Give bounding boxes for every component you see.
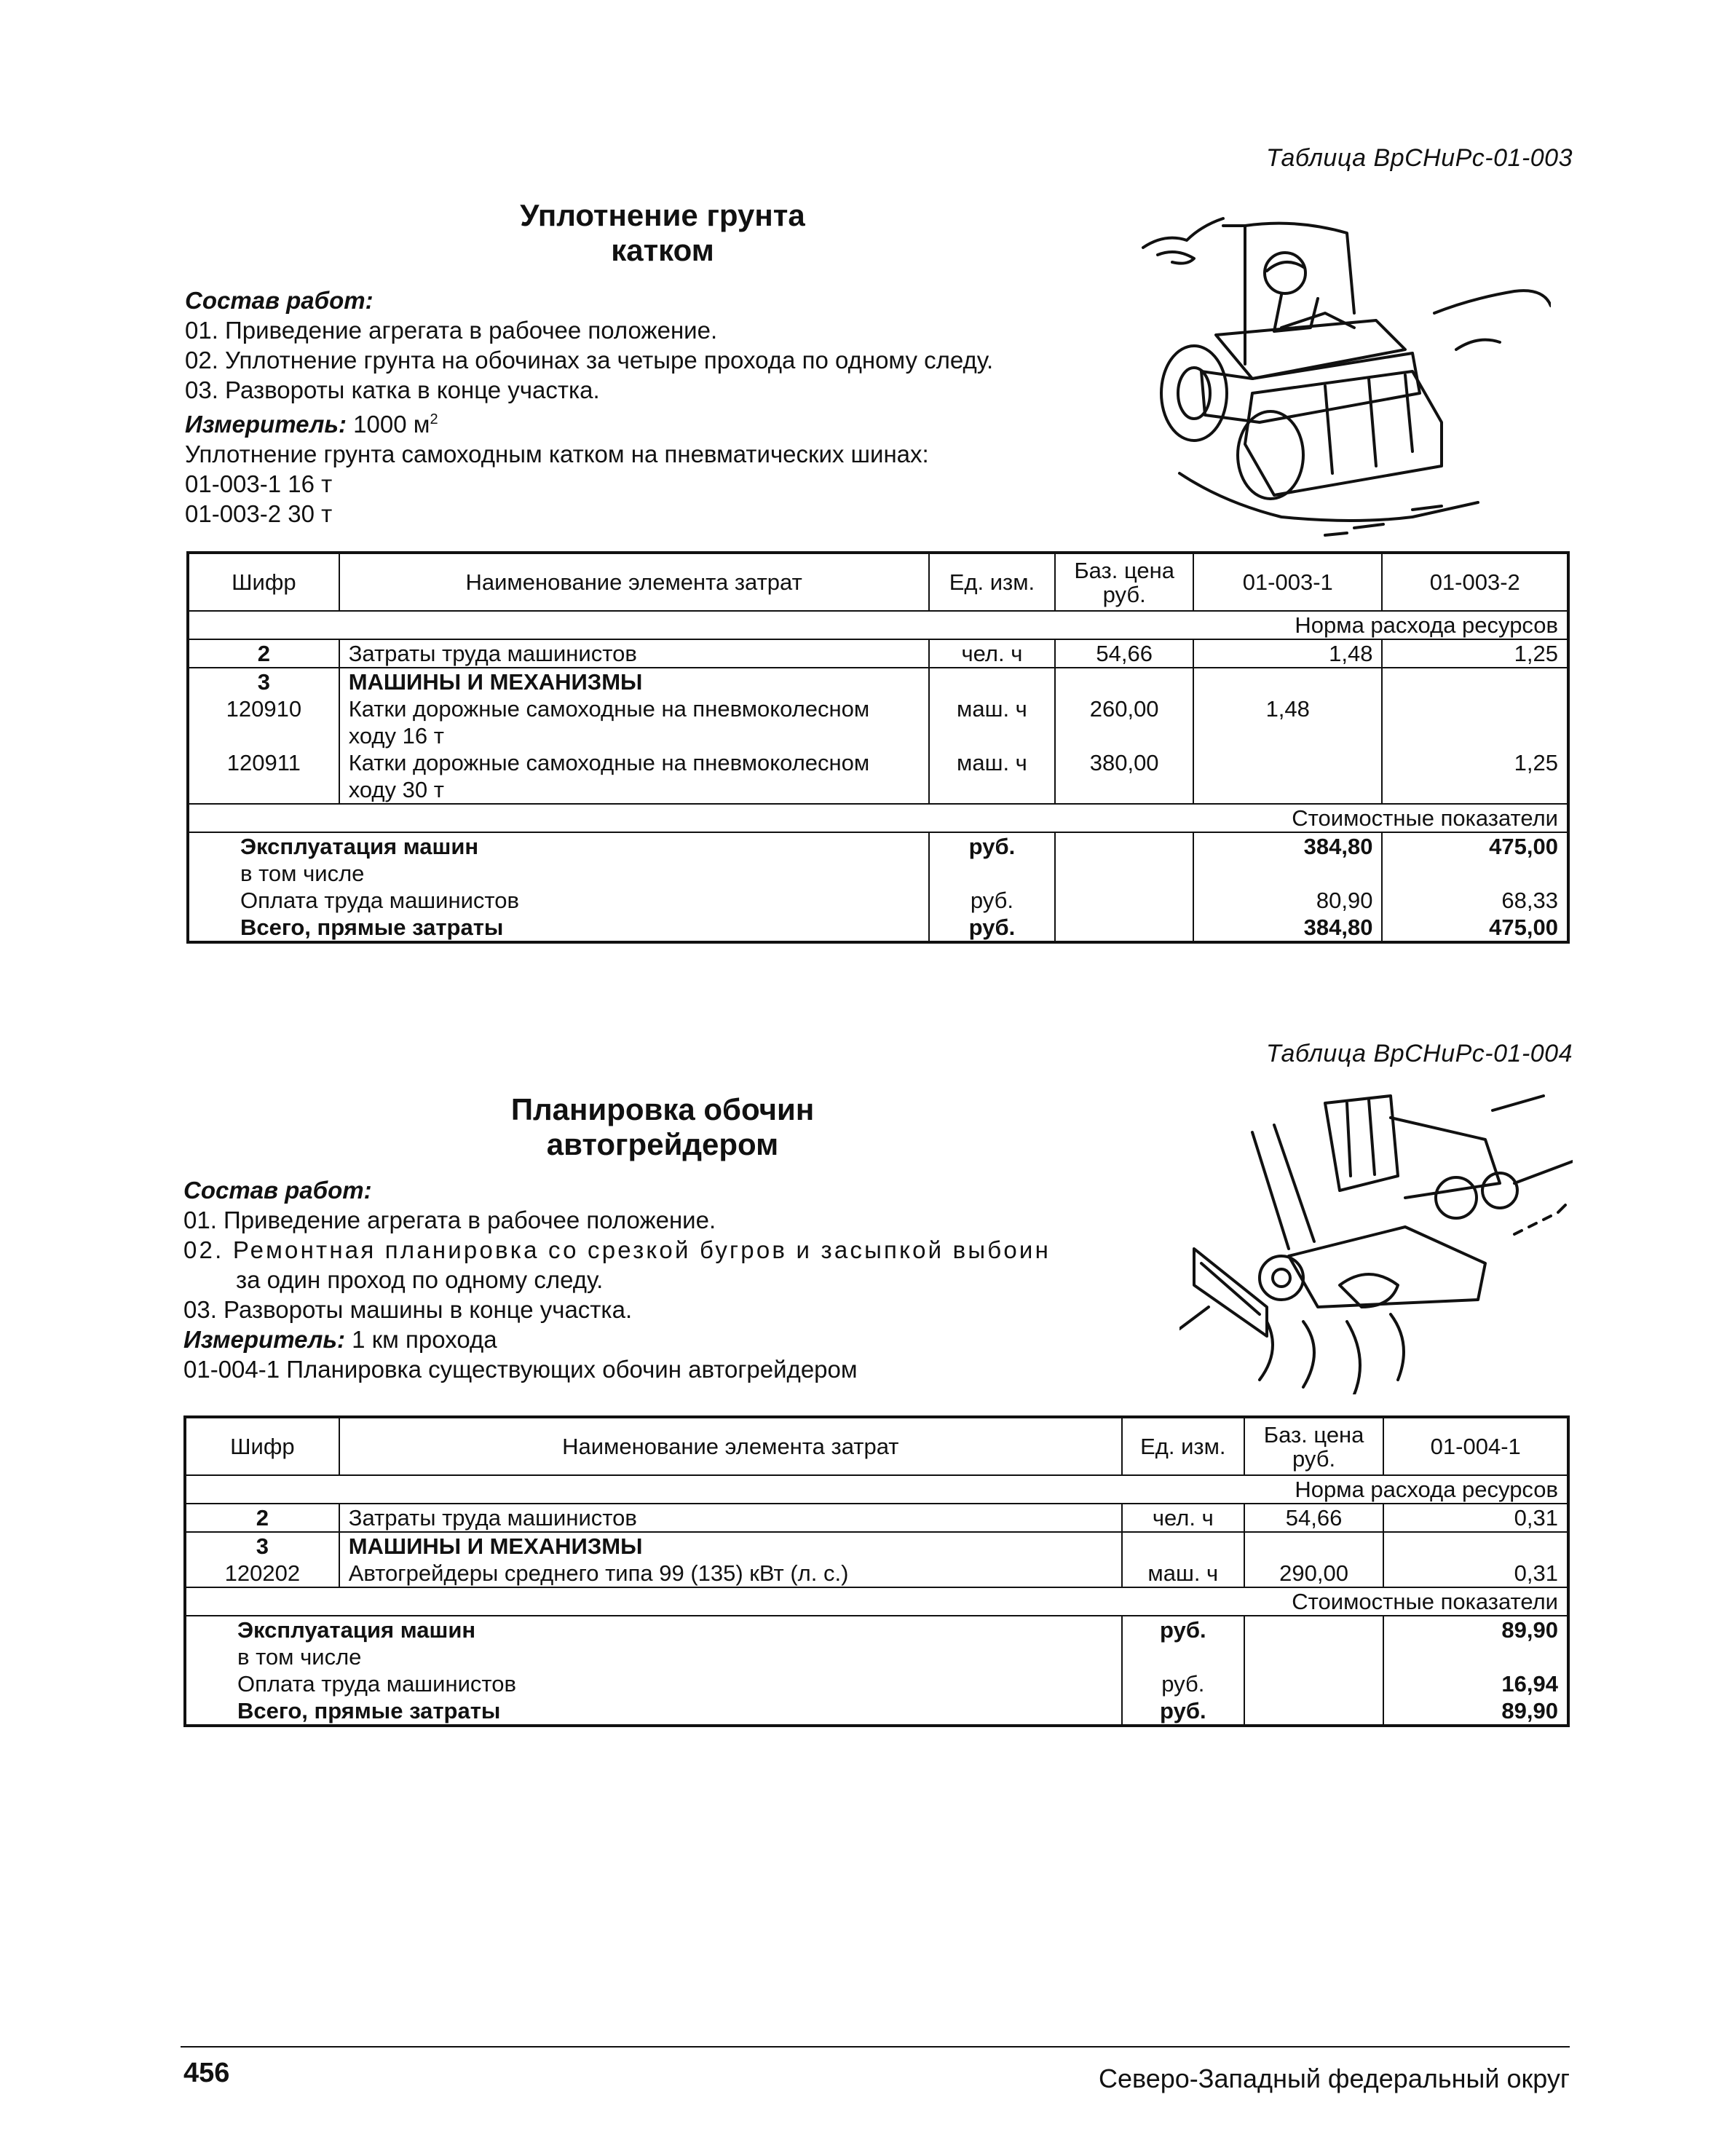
table-row — [185, 1560, 1568, 1587]
measure-line — [185, 405, 993, 439]
measure-value: 1 км прохода — [352, 1326, 497, 1353]
cell-code: 3 — [185, 1532, 339, 1560]
table-row — [188, 668, 1568, 695]
section-label: Стоимостные показатели — [188, 804, 1568, 832]
table-row — [185, 1532, 1568, 1560]
road-roller-illustration — [1136, 204, 1551, 539]
cell-price: 260,00 — [1055, 695, 1193, 749]
cost-name: Эксплуатация машин — [188, 832, 929, 860]
cell-value: 1,25 — [1382, 749, 1568, 804]
measure-line — [183, 1324, 1051, 1354]
cost-row — [185, 1616, 1568, 1643]
section-row — [188, 804, 1568, 832]
section-heading — [408, 1092, 917, 1162]
work-item: 02. Ремонтная планировка со срезкой бугров и засыпкой выбоин — [183, 1236, 1051, 1263]
cost-value: 475,00 — [1382, 914, 1568, 942]
page-number: 456 — [183, 2058, 230, 2088]
cost-value: 384,80 — [1193, 914, 1382, 942]
table-row — [188, 639, 1568, 668]
cost-row — [185, 1697, 1568, 1726]
section-row — [188, 611, 1568, 639]
cell-code: 120202 — [185, 1560, 339, 1587]
cost-name: в том числе — [185, 1643, 1122, 1670]
column-header: Наименование элемента затрат — [339, 1417, 1122, 1475]
section-label: Норма расхода ресурсов — [185, 1475, 1568, 1504]
cost-row — [188, 887, 1568, 914]
cost-row — [188, 832, 1568, 860]
measure-value: 1000 м — [353, 411, 430, 438]
cell-value: 1,25 — [1382, 639, 1568, 668]
work-label: Состав работ: — [185, 287, 374, 314]
cost-name: Всего, прямые затраты — [188, 914, 929, 942]
cost-name: Всего, прямые затраты — [185, 1697, 1122, 1726]
work-description — [185, 285, 993, 529]
footer-title: Северо-Западный федеральный округ — [1098, 2064, 1570, 2093]
measure-label: Измеритель: — [183, 1326, 345, 1353]
table-caption: Таблица ВрСНиРс-01-003 — [1265, 144, 1573, 172]
cost-value: 80,90 — [1193, 887, 1382, 914]
cost-table — [183, 1415, 1570, 1727]
cell-value: 0,31 — [1383, 1504, 1568, 1532]
cost-table — [186, 551, 1570, 944]
column-header: Шифр — [185, 1417, 339, 1475]
section-row — [185, 1587, 1568, 1616]
cell-code: 120911 — [188, 749, 339, 804]
column-header: Баз. цена руб. — [1244, 1417, 1384, 1475]
cell-name: Катки дорожные самоходные на пневмоколесном ходу 30 т — [339, 749, 929, 804]
cost-value: 89,90 — [1383, 1616, 1568, 1643]
motor-grader-illustration — [1179, 1089, 1573, 1394]
cell-value — [1382, 695, 1568, 749]
cell-unit: чел. ч — [929, 639, 1056, 668]
cell-code: 2 — [188, 639, 339, 668]
cell-name: Затраты труда машинистов — [339, 1504, 1122, 1532]
work-description — [183, 1175, 1051, 1384]
cost-value: 16,94 — [1383, 1670, 1568, 1697]
column-header: Баз. цена руб. — [1055, 553, 1193, 611]
footer-divider — [181, 2046, 1570, 2048]
cell-name: Катки дорожные самоходные на пневмоколесном ходу 16 т — [339, 695, 929, 749]
cell-code: 120910 — [188, 695, 339, 749]
table-header-row — [188, 553, 1568, 611]
column-header: 01-003-1 — [1193, 553, 1382, 611]
column-header: 01-004-1 — [1383, 1417, 1568, 1475]
cell-value: 1,48 — [1193, 695, 1382, 749]
section-row — [185, 1475, 1568, 1504]
cost-row — [188, 914, 1568, 942]
column-header: Ед. изм. — [929, 553, 1056, 611]
table-header-row — [185, 1417, 1568, 1475]
cell-name: МАШИНЫ И МЕХАНИЗМЫ — [339, 668, 929, 695]
heading-line: Планировка обочин — [510, 1092, 815, 1126]
cost-unit: руб. — [1122, 1697, 1244, 1726]
cost-value: 68,33 — [1382, 887, 1568, 914]
cost-value: 89,90 — [1383, 1697, 1568, 1726]
cell-code: 3 — [188, 668, 339, 695]
table-row — [188, 695, 1568, 749]
cell-price: 380,00 — [1055, 749, 1193, 804]
cost-name: Эксплуатация машин — [185, 1616, 1122, 1643]
cell-price: 54,66 — [1055, 639, 1193, 668]
cost-row — [185, 1670, 1568, 1697]
cost-name: в том числе — [188, 860, 929, 887]
cell-value: 1,48 — [1193, 639, 1382, 668]
work-item: 03. Развороты катка в конце участка. — [185, 376, 600, 403]
section-heading — [408, 198, 917, 268]
heading-line: Уплотнение грунта — [520, 198, 805, 232]
measure-sup: 2 — [430, 411, 438, 427]
cost-name: Оплата труда машинистов — [185, 1670, 1122, 1697]
cost-unit: руб. — [1122, 1670, 1244, 1697]
cell-value: 0,31 — [1383, 1560, 1568, 1587]
variant: 01-004-1 Планировка существующих обочин автогрейдером — [183, 1356, 858, 1383]
variant: 01-003-1 16 т — [185, 470, 333, 497]
column-header: Ед. изм. — [1122, 1417, 1244, 1475]
cell-unit: маш. ч — [929, 749, 1056, 804]
cell-name: Автогрейдеры среднего типа 99 (135) кВт (л. с.) — [339, 1560, 1122, 1587]
description: Уплотнение грунта самоходным катком на пневматических шинах: — [185, 441, 929, 467]
heading-line: автогрейдером — [546, 1127, 779, 1161]
column-header: 01-003-2 — [1382, 553, 1568, 611]
section-label: Норма расхода ресурсов — [188, 611, 1568, 639]
table-row — [185, 1504, 1568, 1532]
cost-unit: руб. — [1122, 1616, 1244, 1643]
cost-row — [185, 1643, 1568, 1670]
cell-value — [1193, 749, 1382, 804]
measure-label: Измеритель: — [185, 411, 347, 438]
cost-unit: руб. — [929, 914, 1056, 942]
table-row — [188, 749, 1568, 804]
cell-unit: чел. ч — [1122, 1504, 1244, 1532]
table-caption: Таблица ВрСНиРс-01-004 — [1265, 1040, 1573, 1067]
work-item: 02. Уплотнение грунта на обочинах за четыре прохода по одному следу. — [185, 347, 994, 374]
work-item: 03. Развороты машины в конце участка. — [183, 1296, 633, 1323]
cost-name: Оплата труда машинистов — [188, 887, 929, 914]
cost-value: 384,80 — [1193, 832, 1382, 860]
cell-unit: маш. ч — [929, 695, 1056, 749]
cell-name: МАШИНЫ И МЕХАНИЗМЫ — [339, 1532, 1122, 1560]
cost-unit: руб. — [929, 887, 1056, 914]
work-item: за один проход по одному следу. — [236, 1266, 604, 1293]
cell-price: 290,00 — [1244, 1560, 1384, 1587]
section-label: Стоимостные показатели — [185, 1587, 1568, 1616]
cell-unit: маш. ч — [1122, 1560, 1244, 1587]
cost-unit: руб. — [929, 832, 1056, 860]
heading-line: катком — [611, 233, 714, 267]
cost-value: 475,00 — [1382, 832, 1568, 860]
work-label: Состав работ: — [183, 1177, 372, 1204]
work-item: 01. Приведение агрегата в рабочее положение. — [185, 317, 718, 344]
variant: 01-003-2 30 т — [185, 500, 333, 527]
cell-code: 2 — [185, 1504, 339, 1532]
column-header: Шифр — [188, 553, 339, 611]
cell-name: Затраты труда машинистов — [339, 639, 929, 668]
cost-row — [188, 860, 1568, 887]
cell-price: 54,66 — [1244, 1504, 1384, 1532]
work-item: 01. Приведение агрегата в рабочее положение. — [183, 1207, 716, 1233]
column-header: Наименование элемента затрат — [339, 553, 929, 611]
